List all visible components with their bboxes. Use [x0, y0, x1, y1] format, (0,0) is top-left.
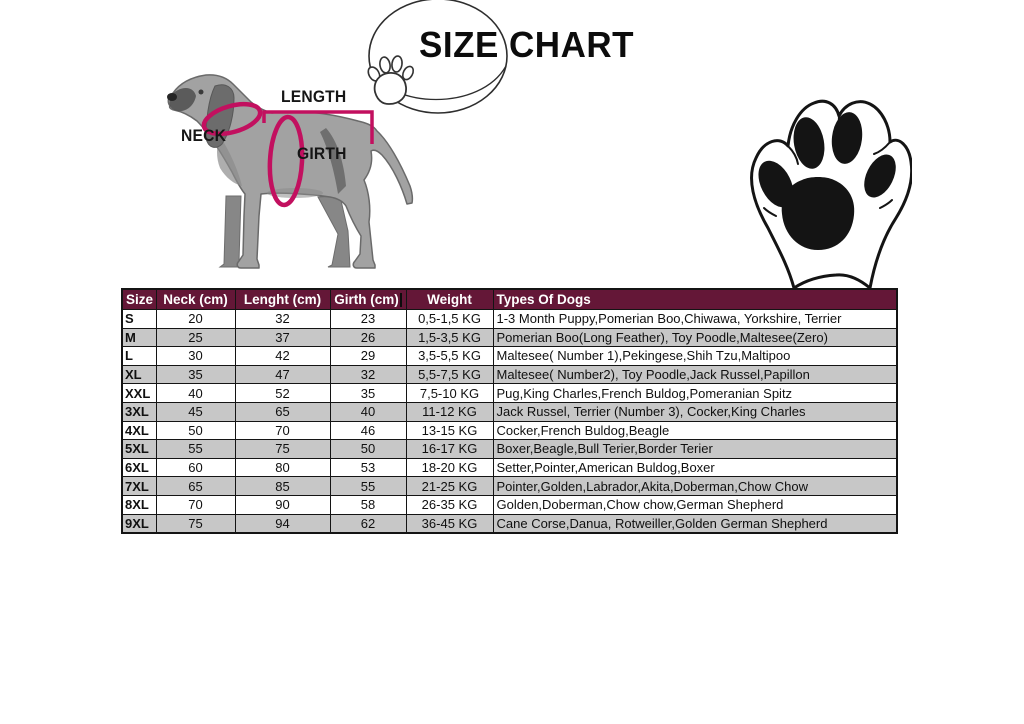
cell-size: 5XL: [122, 440, 156, 459]
cell-weight: 7,5-10 KG: [406, 384, 493, 403]
cell-weight: 26-35 KG: [406, 495, 493, 514]
dog-nose: [167, 93, 177, 101]
cell-size: 7XL: [122, 477, 156, 496]
size-row-s: [122, 310, 897, 329]
cell-weight: 11-12 KG: [406, 402, 493, 421]
size-row-xxl: [122, 384, 897, 403]
cell-lenght-cm: 42: [235, 347, 330, 366]
cell-weight: 21-25 KG: [406, 477, 493, 496]
cell-lenght-cm: 65: [235, 402, 330, 421]
cell-size: XXL: [122, 384, 156, 403]
cell-types-of-dogs: Maltesee( Number 1),Pekingese,Shih Tzu,Maltipoo: [493, 347, 897, 366]
cell-lenght-cm: 85: [235, 477, 330, 496]
cell-size: M: [122, 328, 156, 347]
cell-types-of-dogs: Pomerian Boo(Long Feather), Toy Poodle,Maltesee(Zero): [493, 328, 897, 347]
cell-lenght-cm: 80: [235, 458, 330, 477]
cell-size: XL: [122, 365, 156, 384]
cell-types-of-dogs: Maltesee( Number2), Toy Poodle,Jack Russel,Papillon: [493, 365, 897, 384]
cell-weight: 1,5-3,5 KG: [406, 328, 493, 347]
cell-weight: 36-45 KG: [406, 514, 493, 533]
neck-label: NECK: [181, 126, 227, 145]
size-chart-table: [121, 288, 898, 534]
column-header-neck-cm: [156, 289, 235, 310]
column-header-label: Girth (cm): [334, 291, 399, 307]
cell-neck-cm: 55: [156, 440, 235, 459]
column-header-label: Weight: [427, 291, 472, 307]
cell-types-of-dogs: Cocker,French Buldog,Beagle: [493, 421, 897, 440]
cell-girth-cm: 23: [330, 310, 406, 329]
cell-types-of-dogs: Jack Russel, Terrier (Number 3), Cocker,King Charles: [493, 402, 897, 421]
column-header-lenght-cm: [235, 289, 330, 310]
cell-size: 3XL: [122, 402, 156, 421]
size-row-l: [122, 347, 897, 366]
cell-girth-cm: 29: [330, 347, 406, 366]
cell-types-of-dogs: Cane Corse,Danua, Rotweiller,Golden German Shepherd: [493, 514, 897, 533]
size-table-body: [122, 310, 897, 534]
cell-weight: 13-15 KG: [406, 421, 493, 440]
cell-girth-cm: 35: [330, 384, 406, 403]
size-row-5xl: [122, 440, 897, 459]
cell-girth-cm: 55: [330, 477, 406, 496]
cell-girth-cm: 53: [330, 458, 406, 477]
column-header-size: [122, 289, 156, 310]
cell-neck-cm: 35: [156, 365, 235, 384]
column-header-label: Neck (cm): [163, 291, 228, 307]
large-paw-icon: [742, 96, 912, 291]
size-row-7xl: [122, 477, 897, 496]
size-row-9xl: [122, 514, 897, 533]
size-row-m: [122, 328, 897, 347]
column-header-types-of-dogs: [493, 289, 897, 310]
cell-neck-cm: 75: [156, 514, 235, 533]
length-label: LENGTH: [281, 87, 347, 106]
column-header-weight: [406, 289, 493, 310]
size-row-8xl: [122, 495, 897, 514]
cell-girth-cm: 58: [330, 495, 406, 514]
cell-weight: 0,5-1,5 KG: [406, 310, 493, 329]
cell-types-of-dogs: Pointer,Golden,Labrador,Akita,Doberman,Chow Chow: [493, 477, 897, 496]
cell-weight: 3,5-5,5 KG: [406, 347, 493, 366]
cell-lenght-cm: 70: [235, 421, 330, 440]
cell-neck-cm: 20: [156, 310, 235, 329]
cell-lenght-cm: 75: [235, 440, 330, 459]
cell-weight: 18-20 KG: [406, 458, 493, 477]
cell-size: 9XL: [122, 514, 156, 533]
size-row-3xl: [122, 402, 897, 421]
size-row-6xl: [122, 458, 897, 477]
cell-lenght-cm: 32: [235, 310, 330, 329]
cell-neck-cm: 50: [156, 421, 235, 440]
cell-size: 8XL: [122, 495, 156, 514]
cell-neck-cm: 40: [156, 384, 235, 403]
cell-lenght-cm: 52: [235, 384, 330, 403]
cell-lenght-cm: 90: [235, 495, 330, 514]
size-row-4xl: [122, 421, 897, 440]
cell-types-of-dogs: Boxer,Beagle,Bull Terier,Border Terier: [493, 440, 897, 459]
table-header-row: [122, 289, 897, 310]
cell-girth-cm: 62: [330, 514, 406, 533]
cell-girth-cm: 40: [330, 402, 406, 421]
cell-girth-cm: 32: [330, 365, 406, 384]
size-row-xl: [122, 365, 897, 384]
cell-lenght-cm: 47: [235, 365, 330, 384]
cell-lenght-cm: 37: [235, 328, 330, 347]
cell-size: L: [122, 347, 156, 366]
cell-types-of-dogs: Pug,King Charles,French Buldog,Pomeranian Spitz: [493, 384, 897, 403]
cell-size: 6XL: [122, 458, 156, 477]
cell-neck-cm: 25: [156, 328, 235, 347]
column-header-label: Size: [126, 291, 154, 307]
cell-size: S: [122, 310, 156, 329]
cell-neck-cm: 65: [156, 477, 235, 496]
page-title: SIZE CHART: [419, 25, 634, 66]
text-cursor: [400, 293, 402, 307]
cell-neck-cm: 45: [156, 402, 235, 421]
column-header-girth-cm: [330, 289, 406, 310]
cell-lenght-cm: 94: [235, 514, 330, 533]
column-header-label: Types Of Dogs: [496, 291, 591, 307]
cell-types-of-dogs: Golden,Doberman,Chow chow,German Shepherd: [493, 495, 897, 514]
cell-girth-cm: 26: [330, 328, 406, 347]
cell-weight: 5,5-7,5 KG: [406, 365, 493, 384]
cell-types-of-dogs: 1-3 Month Puppy,Pomerian Boo,Chiwawa, Yorkshire, Terrier: [493, 310, 897, 329]
cell-size: 4XL: [122, 421, 156, 440]
cell-neck-cm: 30: [156, 347, 235, 366]
cell-neck-cm: 70: [156, 495, 235, 514]
cell-types-of-dogs: Setter,Pointer,American Buldog,Boxer: [493, 458, 897, 477]
girth-label: GIRTH: [297, 144, 347, 163]
cell-girth-cm: 46: [330, 421, 406, 440]
column-header-label: Lenght (cm): [243, 291, 322, 307]
dog-eye: [199, 90, 204, 95]
cell-girth-cm: 50: [330, 440, 406, 459]
cell-neck-cm: 60: [156, 458, 235, 477]
cell-weight: 16-17 KG: [406, 440, 493, 459]
